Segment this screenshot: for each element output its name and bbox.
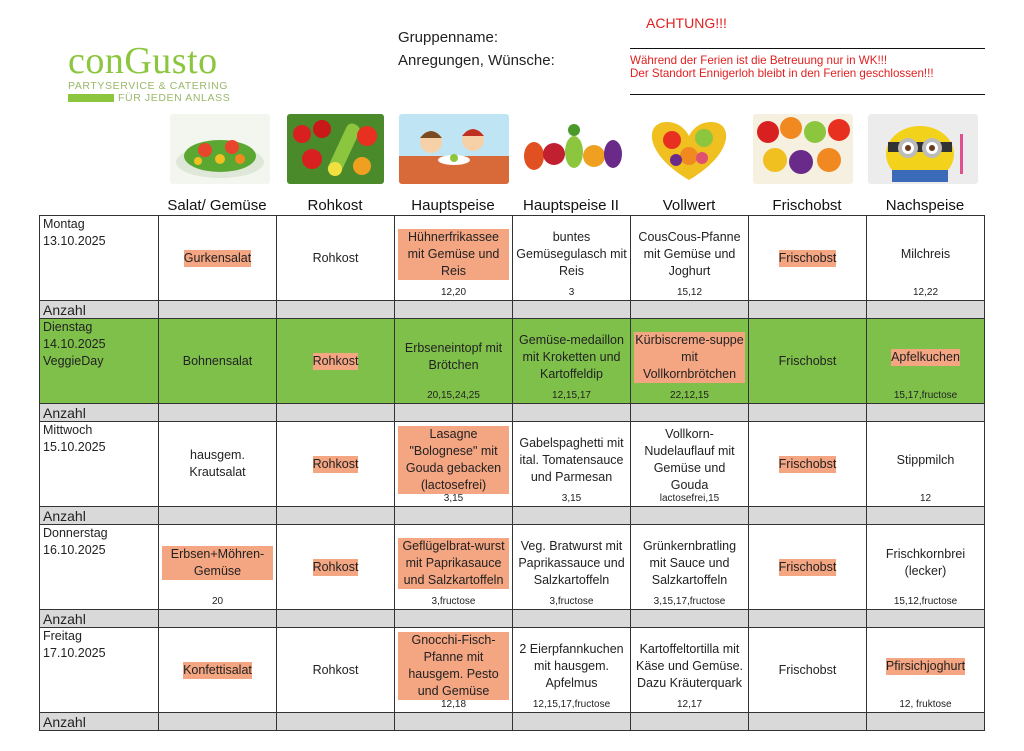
menu-cell-vollwert [631, 628, 749, 713]
day-row-freitag [40, 628, 985, 713]
wuensche-label: Anregungen, Wünsche: [398, 52, 555, 69]
col-header-rohkost: Rohkost [307, 197, 363, 214]
menu-cell-hauptspeise-ii [513, 628, 631, 713]
menu-cell-hauptspeise-ii [513, 525, 631, 610]
anzahl-input-cell[interactable] [513, 713, 631, 731]
allergen-codes: 12,17 [676, 699, 703, 710]
menu-cell-salat-gem-se [159, 422, 277, 507]
menu-cell-nachspeise [867, 319, 985, 404]
anzahl-label: Anzahl [40, 404, 159, 422]
anzahl-input-cell[interactable] [159, 404, 277, 422]
menu-cell-hauptspeise [395, 525, 513, 610]
veggie-faces-image [516, 114, 626, 184]
dish-name: Stippmilch [896, 452, 955, 467]
menu-cell-nachspeise [867, 525, 985, 610]
allergen-codes: 12,22 [912, 287, 939, 298]
allergen-codes: 12,18 [440, 699, 467, 710]
anzahl-input-cell[interactable] [159, 713, 277, 731]
achtung-label: ACHTUNG!!! [646, 15, 727, 31]
anzahl-input-cell[interactable] [395, 713, 513, 731]
anzahl-input-cell[interactable] [277, 610, 395, 628]
dish-name: Apfelkuchen [891, 349, 960, 364]
menu-cell-rohkost [277, 628, 395, 713]
anzahl-row [40, 301, 985, 319]
menu-cell-vollwert [631, 319, 749, 404]
menu-cell-salat-gem-se [159, 628, 277, 713]
allergen-codes: 15,12,fructose [893, 596, 958, 607]
anzahl-input-cell[interactable] [867, 507, 985, 525]
anzahl-input-cell[interactable] [631, 404, 749, 422]
logo-name: conGusto [68, 40, 218, 82]
day-date: 16.10.2025 [43, 543, 106, 557]
allergen-codes: 12, fruktose [899, 699, 952, 710]
anzahl-input-cell[interactable] [277, 301, 395, 319]
allergen-codes: 3,fructose [549, 596, 594, 607]
day-date: 13.10.2025 [43, 234, 106, 248]
menu-cell-vollwert [631, 216, 749, 301]
menu-cell-frischobst [749, 319, 867, 404]
allergen-codes: lactosefrei,15 [659, 493, 720, 504]
dish-name: Gurkensalat [183, 250, 252, 265]
anzahl-input-cell[interactable] [159, 301, 277, 319]
dish-name: Frischobst [778, 353, 837, 368]
warning-line-2: Der Standort Ennigerloh bleibt in den Ferien geschlossen!!! [630, 67, 934, 80]
menu-cell-vollwert [631, 422, 749, 507]
menu-cell-vollwert [631, 525, 749, 610]
menu-cell-frischobst [749, 628, 867, 713]
anzahl-label: Anzahl [40, 713, 159, 731]
anzahl-label: Anzahl [40, 301, 159, 319]
dish-name: Rohkost [312, 662, 359, 677]
anzahl-input-cell[interactable] [395, 301, 513, 319]
dish-name: CousCous-Pfanne mit Gemüse und Joghurt [638, 229, 741, 278]
anzahl-input-cell[interactable] [513, 610, 631, 628]
allergen-codes: 3,fructose [431, 596, 476, 607]
dish-name: buntes Gemüsegulasch mit Reis [516, 229, 627, 278]
menu-cell-salat-gem-se [159, 216, 277, 301]
dish-name: Pfirsichjoghurt [885, 658, 966, 673]
day-name: Montag [43, 217, 85, 231]
allergen-codes: 3 [568, 287, 575, 298]
anzahl-input-cell[interactable] [749, 301, 867, 319]
day-date: 17.10.2025 [43, 646, 106, 660]
anzahl-input-cell[interactable] [749, 507, 867, 525]
dish-name: Rohkost [312, 559, 359, 574]
allergen-codes: 3,15 [443, 493, 464, 504]
kids-eating-image [399, 114, 509, 184]
dish-name: Grünkernbratling mit Sauce und Salzkartoffeln [642, 538, 737, 587]
allergen-codes: 20 [211, 596, 224, 607]
anzahl-input-cell[interactable] [749, 404, 867, 422]
minion-cake-image [868, 114, 978, 184]
anzahl-row [40, 610, 985, 628]
anzahl-input-cell[interactable] [749, 713, 867, 731]
menu-cell-hauptspeise-ii [513, 216, 631, 301]
anzahl-input-cell[interactable] [749, 610, 867, 628]
dish-name: Hühnerfrikassee mit Gemüse und Reis [398, 229, 509, 280]
dish-name: Gabelspaghetti mit ital. Tomatensauce und Parmesan [519, 435, 624, 484]
menu-cell-frischobst [749, 422, 867, 507]
warning-box [630, 48, 985, 95]
menu-cell-nachspeise [867, 628, 985, 713]
logo-line1: PARTYSERVICE & CATERING [68, 80, 229, 92]
anzahl-input-cell[interactable] [631, 713, 749, 731]
anzahl-row [40, 713, 985, 731]
dish-name: Gnocchi-Fisch-Pfanne mit hausgem. Pesto und Gemüse [398, 632, 509, 700]
anzahl-input-cell[interactable] [159, 610, 277, 628]
anzahl-input-cell[interactable] [867, 610, 985, 628]
dish-name: Frischobst [778, 559, 837, 574]
day-name: Freitag [43, 629, 82, 643]
day-row-mittwoch [40, 422, 985, 507]
warning-line-1: Während der Ferien ist die Betreuung nur in WK!!! [630, 54, 888, 67]
day-extra: VeggieDay [43, 354, 104, 368]
anzahl-input-cell[interactable] [631, 507, 749, 525]
anzahl-input-cell[interactable] [395, 404, 513, 422]
dish-name: Gemüse-medaillon mit Kroketten und Kartoffeldip [519, 332, 624, 381]
menu-cell-hauptspeise-ii [513, 422, 631, 507]
anzahl-input-cell[interactable] [395, 610, 513, 628]
dish-name: Kürbiscreme-suppe mit Vollkornbrötchen [635, 332, 744, 381]
anzahl-input-cell[interactable] [159, 507, 277, 525]
dish-name: 2 Eierpfannkuchen mit hausgem. Apfelmus [519, 641, 624, 690]
anzahl-row [40, 507, 985, 525]
menu-cell-hauptspeise [395, 422, 513, 507]
menu-cell-salat-gem-se [159, 525, 277, 610]
allergen-codes: 15,17,fructose [893, 390, 958, 401]
logo-bar [68, 94, 114, 102]
allergen-codes: 12 [919, 493, 932, 504]
menu-cell-frischobst [749, 216, 867, 301]
day-name: Mittwoch [43, 423, 93, 437]
menu-cell-hauptspeise [395, 216, 513, 301]
menu-cell-salat-gem-se [159, 319, 277, 404]
allergen-codes: 20,15,24,25 [427, 390, 480, 401]
day-cell [40, 525, 159, 610]
frischobst-image [753, 114, 853, 184]
logo-line2: FÜR JEDEN ANLASS [118, 92, 231, 104]
anzahl-input-cell[interactable] [277, 507, 395, 525]
allergen-codes: 12,20 [440, 287, 467, 298]
day-row-montag [40, 216, 985, 301]
anzahl-input-cell[interactable] [395, 507, 513, 525]
menu-cell-rohkost [277, 216, 395, 301]
day-date: 14.10.2025 [43, 337, 106, 351]
dish-name: Vollkorn-Nudelauflauf mit Gemüse und Gouda [644, 427, 735, 492]
allergen-codes: 3,15,17,fructose [653, 596, 726, 607]
dish-name: Erbseneintopf mit Brötchen [404, 341, 503, 372]
col-header-frischobst: Frischobst [772, 197, 842, 214]
day-name: Donnerstag [43, 526, 108, 540]
dish-name: Frischobst [778, 456, 837, 471]
anzahl-input-cell[interactable] [867, 301, 985, 319]
dish-name: hausgem. Krautsalat [189, 448, 246, 479]
day-cell [40, 216, 159, 301]
gruppenname-label: Gruppenname: [398, 29, 499, 46]
dish-name: Erbsen+Möhren-Gemüse [162, 546, 273, 580]
day-cell [40, 628, 159, 713]
menu-cell-hauptspeise-ii [513, 319, 631, 404]
allergen-codes: 12,15,17 [552, 390, 591, 401]
menu-cell-rohkost [277, 422, 395, 507]
dish-name: Frischobst [778, 662, 837, 677]
col-header-hauptspeise: Hauptspeise [411, 197, 495, 214]
salad-image [170, 114, 270, 184]
dish-name: Milchreis [900, 246, 951, 261]
anzahl-input-cell[interactable] [513, 404, 631, 422]
dish-name: Rohkost [312, 353, 359, 368]
dish-name: Konfettisalat [183, 662, 252, 677]
menu-cell-rohkost [277, 525, 395, 610]
menu-cell-nachspeise [867, 422, 985, 507]
anzahl-input-cell[interactable] [513, 507, 631, 525]
anzahl-input-cell[interactable] [277, 713, 395, 731]
anzahl-label: Anzahl [40, 507, 159, 525]
dish-name: Bohnensalat [182, 353, 253, 368]
col-header-hauptspeise-2: Hauptspeise II [523, 197, 619, 214]
menu-cell-hauptspeise [395, 628, 513, 713]
day-name: Dienstag [43, 320, 93, 334]
dish-name: Geflügelbrat-wurst mit Paprikasauce und Salzkartoffeln [398, 538, 509, 589]
dish-name: Veg. Bratwurst mit Paprikassauce und Salzkartoffeln [518, 538, 625, 587]
day-cell [40, 422, 159, 507]
dish-name: Frischobst [778, 250, 837, 265]
menu-cell-nachspeise [867, 216, 985, 301]
anzahl-input-cell[interactable] [277, 404, 395, 422]
anzahl-row [40, 404, 985, 422]
day-row-donnerstag [40, 525, 985, 610]
congusto-logo [68, 42, 243, 104]
col-header-nachspeise: Nachspeise [885, 197, 965, 214]
dish-name: Kartoffeltortilla mit Käse und Gemüse. Dazu Kräuterquark [635, 641, 743, 690]
menu-cell-frischobst [749, 525, 867, 610]
dish-name: Lasagne "Bolognese" mit Gouda gebacken (lactosefrei) [398, 426, 509, 494]
anzahl-input-cell[interactable] [867, 404, 985, 422]
anzahl-input-cell[interactable] [631, 610, 749, 628]
menu-cell-rohkost [277, 319, 395, 404]
weekly-menu-table [39, 215, 985, 731]
allergen-codes: 3,15 [561, 493, 582, 504]
dish-name: Rohkost [312, 456, 359, 471]
vollwert-fruit-heart-image [634, 114, 744, 184]
anzahl-input-cell[interactable] [867, 713, 985, 731]
anzahl-label: Anzahl [40, 610, 159, 628]
col-header-vollwert: Vollwert [662, 197, 716, 214]
anzahl-input-cell[interactable] [631, 301, 749, 319]
dish-name: Frischkornbrei (lecker) [885, 547, 966, 578]
day-cell [40, 319, 159, 404]
allergen-codes: 22,12,15 [670, 390, 709, 401]
allergen-codes: 15,12 [676, 287, 703, 298]
day-date: 15.10.2025 [43, 440, 106, 454]
menu-cell-hauptspeise [395, 319, 513, 404]
col-header-salat: Salat/ Gemüse [167, 197, 267, 214]
anzahl-input-cell[interactable] [513, 301, 631, 319]
dish-name: Rohkost [312, 250, 359, 265]
rohkost-image [287, 114, 384, 184]
allergen-codes: 12,15,17,fructose [532, 699, 611, 710]
day-row-dienstag [40, 319, 985, 404]
